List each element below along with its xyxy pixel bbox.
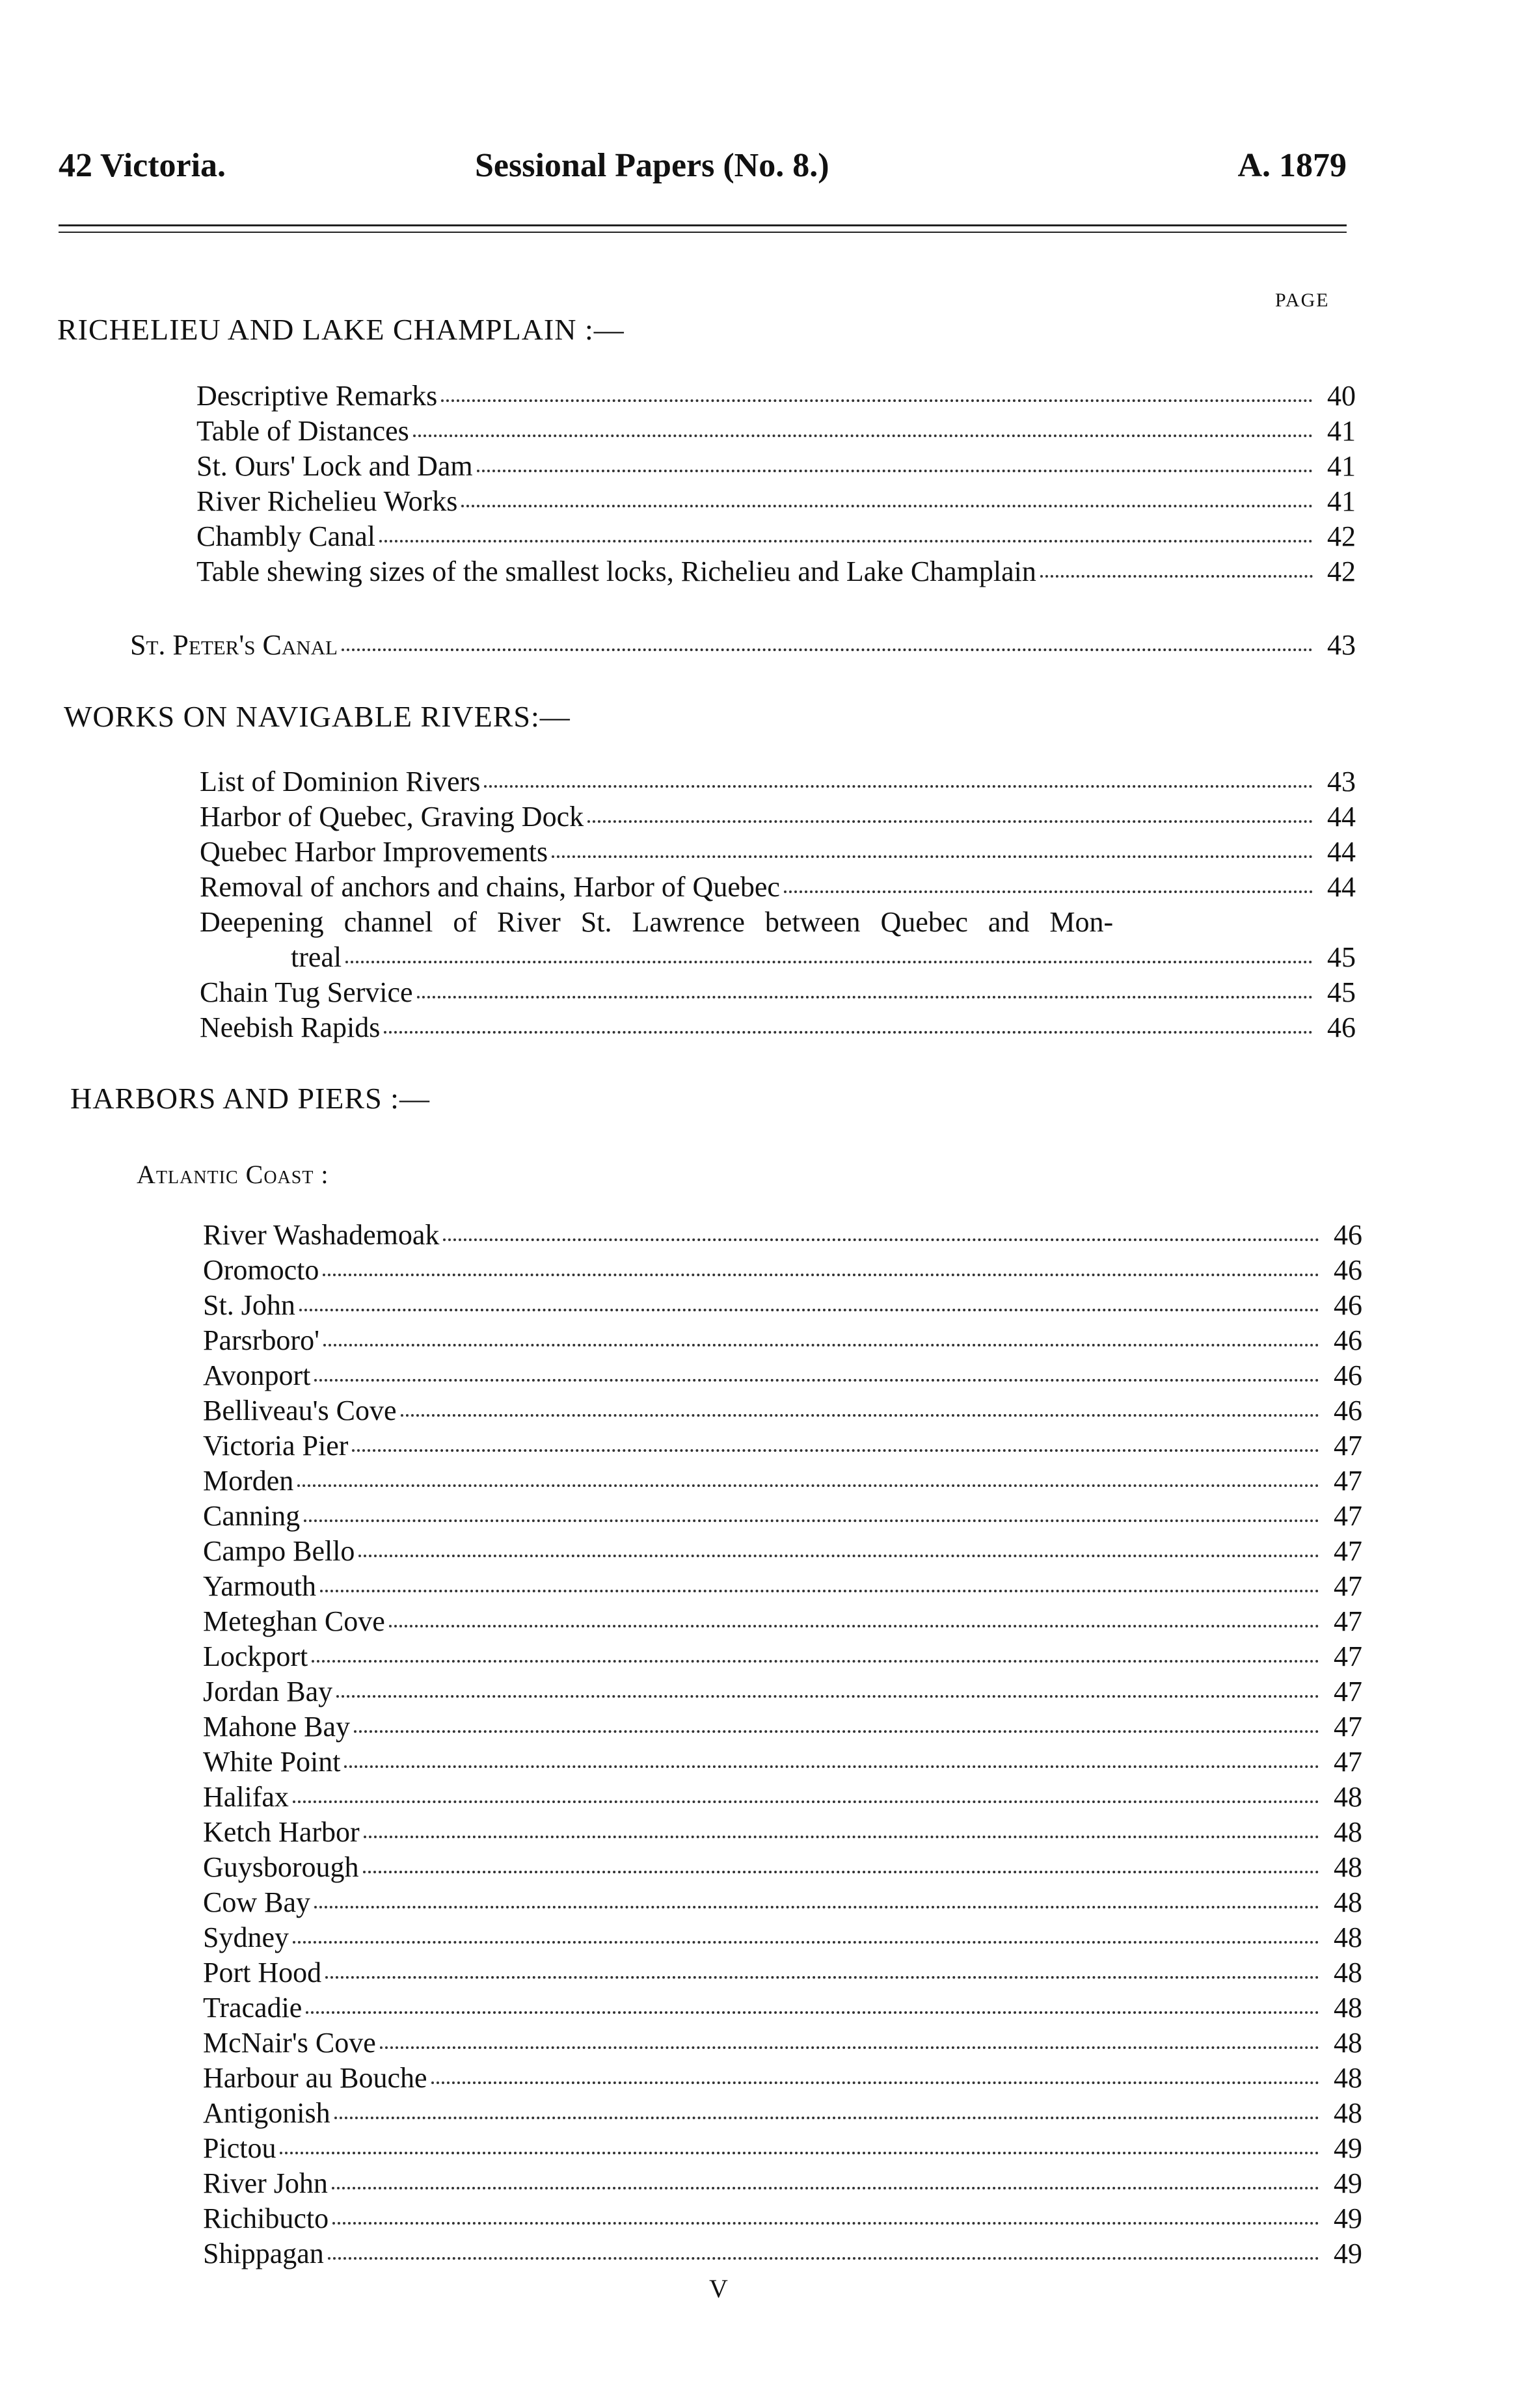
toc-entry-page: 45	[1327, 941, 1356, 973]
toc-entry-title: Canning	[203, 1500, 301, 1532]
leader-dots	[784, 890, 1313, 893]
toc-entry-page: 47	[1334, 1500, 1362, 1532]
toc-entry-title: Harbor of Quebec, Graving Dock	[200, 801, 584, 833]
toc-entry-page: 47	[1334, 1711, 1362, 1743]
toc-entry-page: 47	[1334, 1746, 1362, 1778]
toc-entry-page: 44	[1327, 871, 1356, 903]
leader-dots	[314, 1379, 1319, 1382]
toc-entry-title: Oromocto	[203, 1254, 319, 1286]
toc-entry-deepening	[200, 905, 1356, 975]
leader-dots	[443, 1238, 1319, 1241]
toc-entry-page: 46	[1327, 1011, 1356, 1043]
toc-entry-page: 41	[1327, 450, 1356, 482]
toc-entry-title: Mahone Bay	[203, 1711, 351, 1743]
leader-dots	[314, 1906, 1319, 1908]
leader-dots	[342, 649, 1313, 651]
page-column-label: PAGE	[1275, 289, 1330, 311]
leader-dots	[345, 961, 1313, 963]
toc-entry-title: Campo Bello	[203, 1535, 355, 1567]
toc-entry-page: 48	[1334, 2097, 1362, 2129]
toc-entry	[203, 1218, 1362, 1253]
toc-entry-page: 45	[1327, 976, 1356, 1008]
toc-entry-page: 44	[1327, 836, 1356, 868]
toc-entry-page: 46	[1334, 1324, 1362, 1356]
section-heading-richelieu: RICHELIEU AND LAKE CHAMPLAIN :—	[57, 313, 625, 346]
toc-entry-title: Chambly Canal	[196, 520, 375, 552]
toc-entry	[200, 1010, 1356, 1045]
toc-entry-title: Tracadie	[203, 1992, 303, 2024]
toc-entry-title: Cow Bay	[203, 1886, 310, 1918]
toc-entry	[203, 1288, 1362, 1323]
toc-entry	[130, 628, 1356, 663]
toc-entry-page: 47	[1334, 1430, 1362, 1462]
leader-dots	[344, 1765, 1319, 1768]
leader-dots	[484, 785, 1313, 788]
toc-entry-title: Shippagan	[203, 2238, 324, 2269]
toc-list-navigable-b	[200, 975, 1356, 1045]
toc-entry	[203, 1745, 1362, 1780]
toc-entry	[203, 1323, 1362, 1358]
toc-entry	[203, 1428, 1362, 1464]
toc-entry-page: 47	[1334, 1570, 1362, 1602]
leader-dots	[306, 2011, 1319, 2014]
toc-entry-page: 49	[1334, 2238, 1362, 2269]
toc-entry-title: Table shewing sizes of the smallest locks, Richelieu and Lake Champlain	[196, 555, 1036, 587]
leader-dots	[1040, 575, 1313, 578]
leader-dots	[389, 1625, 1319, 1627]
toc-entry-page: 42	[1327, 555, 1356, 587]
leader-dots	[477, 470, 1313, 472]
toc-list-st-peters	[130, 628, 1356, 663]
toc-entry-title: River John	[203, 2167, 328, 2199]
toc-entry	[203, 1815, 1362, 1850]
toc-entry-title: Victoria Pier	[203, 1430, 349, 1462]
toc-entry	[200, 764, 1356, 799]
toc-entry-title: Descriptive Remarks	[196, 380, 438, 412]
toc-list-harbors	[203, 1218, 1362, 2271]
toc-entry-title: Sydney	[203, 1921, 289, 1953]
header-right: A. 1879	[1237, 147, 1347, 184]
toc-list-navigable-a	[200, 764, 1356, 905]
leader-dots	[323, 1344, 1319, 1346]
toc-entry-page: 40	[1327, 380, 1356, 412]
toc-entry-title: Port Hood	[203, 1957, 322, 1988]
leader-dots	[358, 1555, 1319, 1557]
toc-entry-page: 48	[1334, 1921, 1362, 1953]
toc-entry-title: Meteghan Cove	[203, 1605, 385, 1637]
toc-entry-title: St. John	[203, 1289, 295, 1321]
toc-entry-page: 48	[1334, 2027, 1362, 2059]
leader-dots	[461, 505, 1313, 507]
toc-entry	[203, 1604, 1362, 1639]
toc-entry	[203, 1780, 1362, 1815]
leader-dots	[431, 2081, 1319, 2084]
toc-entry-page: 48	[1334, 1851, 1362, 1883]
header-rule-double	[59, 232, 1347, 233]
toc-entry-page: 48	[1334, 1781, 1362, 1813]
leader-dots	[293, 1941, 1319, 1944]
leader-dots	[587, 820, 1313, 823]
toc-entry	[200, 799, 1356, 835]
toc-entry	[203, 1709, 1362, 1745]
toc-entry-title: Yarmouth	[203, 1570, 317, 1602]
leader-dots	[320, 1590, 1319, 1592]
section-heading-navigable-rivers: WORKS ON NAVIGABLE RIVERS:—	[64, 700, 571, 733]
leader-dots	[332, 2222, 1319, 2225]
toc-entry	[203, 1639, 1362, 1674]
toc-entry	[203, 2166, 1362, 2201]
toc-entry-title: Table of Distances	[196, 415, 409, 447]
toc-entry	[203, 2236, 1362, 2271]
toc-entry-page: 48	[1334, 1992, 1362, 2024]
toc-entry-page: 48	[1334, 1957, 1362, 1988]
toc-entry-title: River Richelieu Works	[196, 485, 458, 517]
header-center: Sessional Papers (No. 8.)	[475, 147, 829, 184]
toc-entry-title: Harbour au Bouche	[203, 2062, 427, 2094]
toc-entry	[200, 940, 1356, 975]
toc-entry-title: Neebish Rapids	[200, 1011, 381, 1043]
leader-dots	[441, 399, 1313, 402]
toc-entry-page: 43	[1327, 629, 1356, 661]
toc-entry	[203, 1885, 1362, 1920]
leader-dots	[299, 1309, 1319, 1311]
toc-entry-title: Ketch Harbor	[203, 1816, 360, 1848]
toc-entry	[203, 1534, 1362, 1569]
toc-entry	[203, 1850, 1362, 1885]
toc-entry-page: 46	[1334, 1219, 1362, 1251]
leader-dots	[328, 2257, 1319, 2260]
toc-entry-page: 42	[1327, 520, 1356, 552]
toc-entry	[203, 1674, 1362, 1709]
toc-entry-title: Avonport	[203, 1359, 311, 1391]
toc-entry-page: 41	[1327, 415, 1356, 447]
toc-entry-title: Belliveau's Cove	[203, 1395, 397, 1426]
toc-entry	[203, 1955, 1362, 1990]
toc-entry	[196, 449, 1356, 484]
toc-entry-page: 48	[1334, 1886, 1362, 1918]
toc-entry-page: 47	[1334, 1640, 1362, 1672]
toc-entry-page: 48	[1334, 2062, 1362, 2094]
toc-entry	[196, 484, 1356, 519]
subheading-atlantic-coast: Atlantic Coast :	[137, 1160, 329, 1189]
toc-entry-page: 41	[1327, 485, 1356, 517]
toc-entry	[200, 870, 1356, 905]
toc-entry	[203, 2201, 1362, 2236]
toc-entry-title: Richibucto	[203, 2202, 329, 2234]
toc-entry	[203, 1569, 1362, 1604]
toc-entry	[203, 2026, 1362, 2061]
toc-entry-page: 46	[1334, 1289, 1362, 1321]
leader-dots	[297, 1484, 1319, 1487]
leader-dots	[413, 435, 1313, 437]
leader-dots	[325, 1976, 1319, 1979]
leader-dots	[334, 2117, 1319, 2119]
toc-entry	[203, 1393, 1362, 1428]
toc-entry-page: 43	[1327, 766, 1356, 797]
leader-dots	[552, 855, 1313, 858]
leader-dots	[380, 2046, 1319, 2049]
toc-entry-page: 46	[1334, 1359, 1362, 1391]
header-left: 42 Victoria.	[59, 147, 226, 184]
toc-entry	[203, 1990, 1362, 2026]
toc-entry	[196, 414, 1356, 449]
toc-entry-page: 46	[1334, 1254, 1362, 1286]
toc-entry	[203, 1499, 1362, 1534]
toc-entry	[203, 2061, 1362, 2096]
leader-dots	[417, 996, 1313, 998]
toc-entry	[203, 2096, 1362, 2131]
toc-entry-title: McNair's Cove	[203, 2027, 376, 2059]
leader-dots	[336, 1695, 1319, 1698]
toc-entry-title: Morden	[203, 1465, 294, 1497]
leader-dots	[379, 540, 1313, 542]
toc-entry	[196, 379, 1356, 414]
toc-entry-page: 49	[1334, 2132, 1362, 2164]
toc-entry-title: White Point	[203, 1746, 341, 1778]
toc-entry	[196, 519, 1356, 554]
leader-dots	[401, 1414, 1319, 1417]
toc-entry-title: Removal of anchors and chains, Harbor of Quebec	[200, 871, 780, 903]
leader-dots	[293, 1800, 1319, 1803]
toc-entry-page: 47	[1334, 1605, 1362, 1637]
toc-entry-page: 47	[1334, 1676, 1362, 1707]
toc-entry-page: 49	[1334, 2202, 1362, 2234]
leader-dots	[304, 1519, 1319, 1522]
toc-entry	[203, 2131, 1362, 2166]
leader-dots	[363, 1871, 1319, 1873]
leader-dots	[312, 1660, 1319, 1663]
toc-entry-title-line2: treal	[291, 941, 342, 973]
leader-dots	[354, 1730, 1319, 1733]
toc-entry-title: Pictou	[203, 2132, 276, 2164]
toc-entry-title: List of Dominion Rivers	[200, 766, 481, 797]
leader-dots	[364, 1836, 1319, 1838]
toc-entry-title: Parsrboro'	[203, 1324, 320, 1356]
toc-entry-page: 48	[1334, 1816, 1362, 1848]
toc-entry	[203, 1920, 1362, 1955]
toc-entry-title: Lockport	[203, 1640, 308, 1672]
toc-entry-title: St. Peter's Canal	[130, 629, 338, 661]
toc-entry-page: 46	[1334, 1395, 1362, 1426]
page-footer-numeral: V	[709, 2274, 728, 2303]
toc-entry-title: Jordan Bay	[203, 1676, 333, 1707]
toc-entry-title: River Washademoak	[203, 1219, 440, 1251]
toc-list-richelieu	[196, 379, 1356, 589]
leader-dots	[332, 2187, 1319, 2189]
leader-dots	[384, 1031, 1313, 1034]
toc-entry-title: Halifax	[203, 1781, 289, 1813]
running-header	[59, 146, 1347, 198]
toc-entry-page: 44	[1327, 801, 1356, 833]
toc-entry-page: 49	[1334, 2167, 1362, 2199]
toc-entry-title: Chain Tug Service	[200, 976, 413, 1008]
leader-dots	[352, 1449, 1319, 1452]
toc-entry-title: Antigonish	[203, 2097, 330, 2129]
toc-entry	[203, 1358, 1362, 1393]
toc-entry-page: 47	[1334, 1465, 1362, 1497]
toc-entry-title: St. Ours' Lock and Dam	[196, 450, 473, 482]
toc-entry	[200, 835, 1356, 870]
leader-dots	[280, 2152, 1319, 2154]
toc-entry	[200, 975, 1356, 1010]
leader-dots	[323, 1274, 1319, 1276]
header-rule	[59, 224, 1347, 226]
toc-entry-title-line1: Deepening channel of River St. Lawrence between Quebec and Mon-	[200, 906, 1114, 938]
toc-entry-title: Quebec Harbor Improvements	[200, 836, 548, 868]
toc-entry	[203, 1464, 1362, 1499]
toc-entry-title: Guysborough	[203, 1851, 359, 1883]
section-heading-harbors: HARBORS AND PIERS :—	[70, 1082, 430, 1115]
toc-entry-page: 47	[1334, 1535, 1362, 1567]
toc-entry	[203, 1253, 1362, 1288]
toc-entry	[196, 554, 1356, 589]
